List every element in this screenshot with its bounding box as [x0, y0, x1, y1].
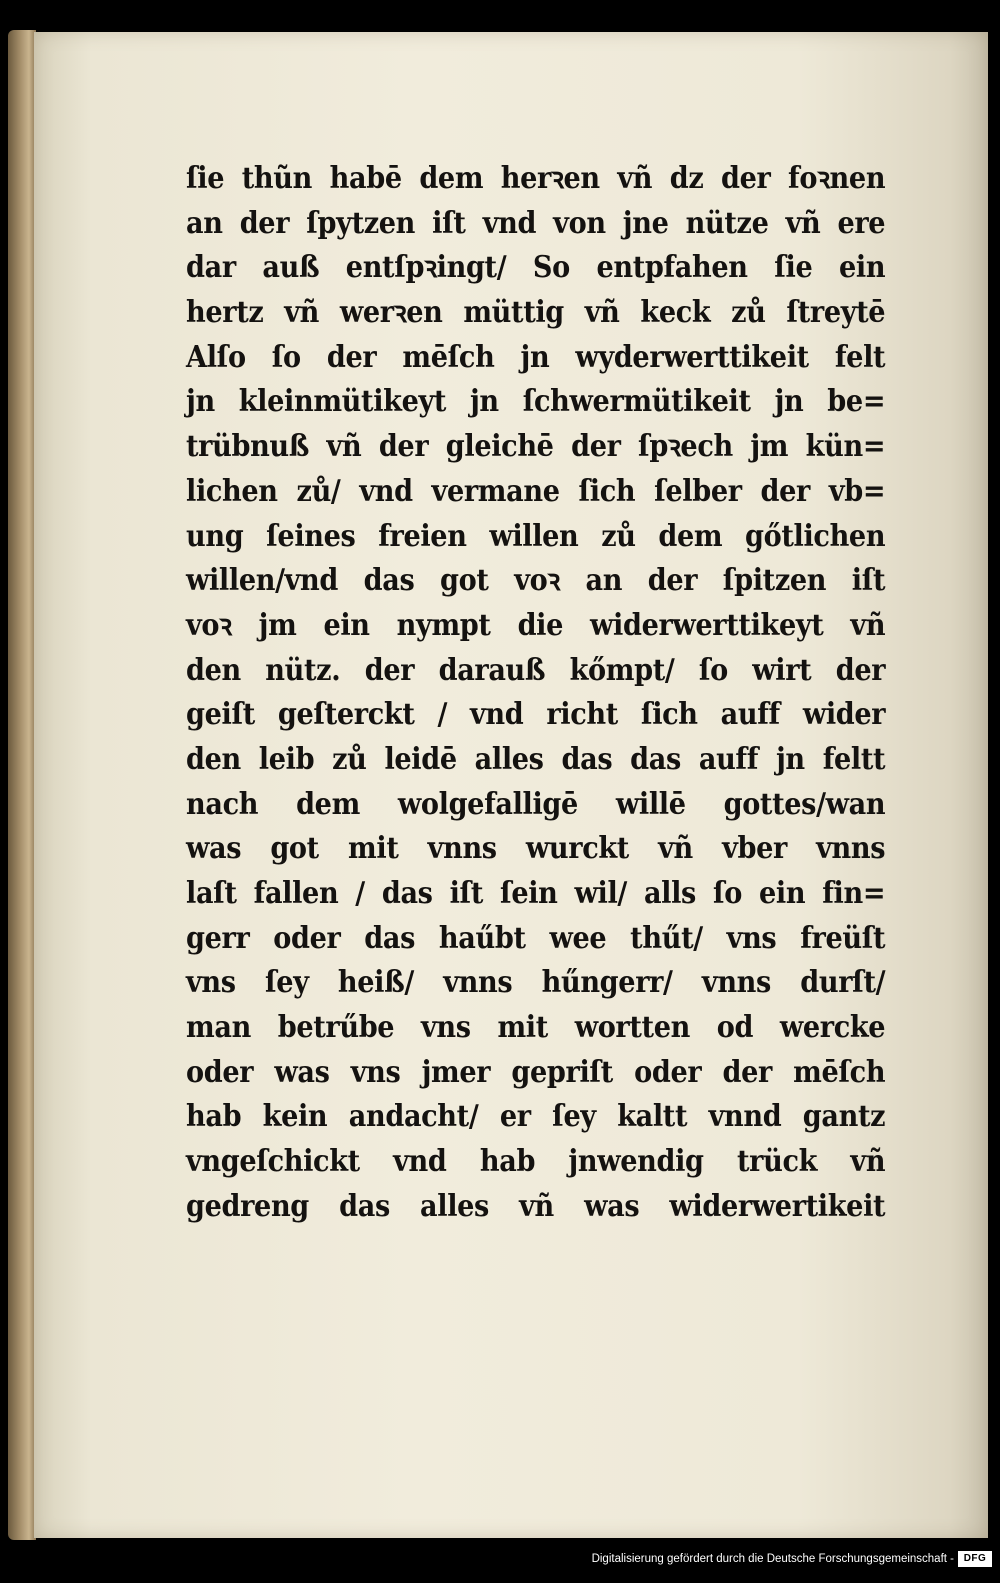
- text-line: den nütz. der darauß kőmpt/ ſo wirt der: [186, 651, 886, 687]
- digitization-credit: Digitalisierung gefördert durch die Deutsche Forschungsgemeinschaft -: [591, 1553, 954, 1565]
- text-line: hertz vñ werꝛen müttig vñ keck zů ſtreytē: [186, 294, 886, 330]
- text-line: geiſt geſterckt / vnd richt ſich auff wider: [186, 696, 886, 732]
- text-line: trübnuß vñ der gleichē der ſpꝛech jm kün=: [186, 428, 886, 464]
- text-line: Alſo ſo der mēſch jn wyderwerttikeit felt: [186, 338, 886, 374]
- text-line: jn kleinmütikeyt jn ſchwermütikeit jn be=: [186, 383, 886, 419]
- text-line: oder was vns jmer gepriſt oder der mēſch: [186, 1053, 886, 1089]
- text-line: hab kein andacht/ er ſey kaltt vnnd gantz: [186, 1098, 886, 1134]
- text-line: willen/vnd das got voꝛ an der ſpitzen iſt: [186, 562, 886, 598]
- text-line: man betrűbe vns mit wortten od wercke: [186, 1009, 886, 1045]
- text-line: was got mit vnns wurckt vñ vber vnns: [186, 830, 886, 866]
- text-line: voꝛ jm ein nympt die widerwerttikeyt vñ: [186, 606, 886, 642]
- book-page-edges: [8, 30, 36, 1540]
- text-line: vns ſey heiß/ vnns hűngerr/ vnns durſt/: [186, 964, 886, 1000]
- text-line: nach dem wolgefalligē willē gottes/wan: [186, 785, 886, 821]
- text-line: an der ſpytzen iſt vnd von jne nütze vñ ere: [186, 204, 886, 240]
- text-line: lichen zů/ vnd vermane ſich ſelber der vb=: [186, 472, 886, 508]
- text-line: laſt fallen / das iſt ſein wil/ alls ſo ein fin=: [186, 875, 886, 910]
- text-line: vngeſchickt vnd hab jnwendig trück vñ: [186, 1143, 886, 1179]
- page-text-block: [186, 156, 886, 1229]
- dfg-logo: DFG: [958, 1551, 992, 1567]
- text-line: ſie thũn habē dem herꝛen vñ dz der foꝛnen: [186, 160, 886, 195]
- text-line: den leib zů leidē alles das das auff jn feltt: [186, 740, 886, 776]
- text-line: gerr oder das haűbt wee thűt/ vns freüſt: [186, 919, 886, 955]
- text-line: ung ſeines freien willen zů dem gőtlichen: [186, 517, 886, 553]
- text-line: gedreng das alles vñ was widerwertikeit: [186, 1187, 886, 1223]
- book-page: [34, 32, 988, 1538]
- text-line: dar auß entſpꝛingt/ So entpfahen ſie ein: [186, 249, 886, 285]
